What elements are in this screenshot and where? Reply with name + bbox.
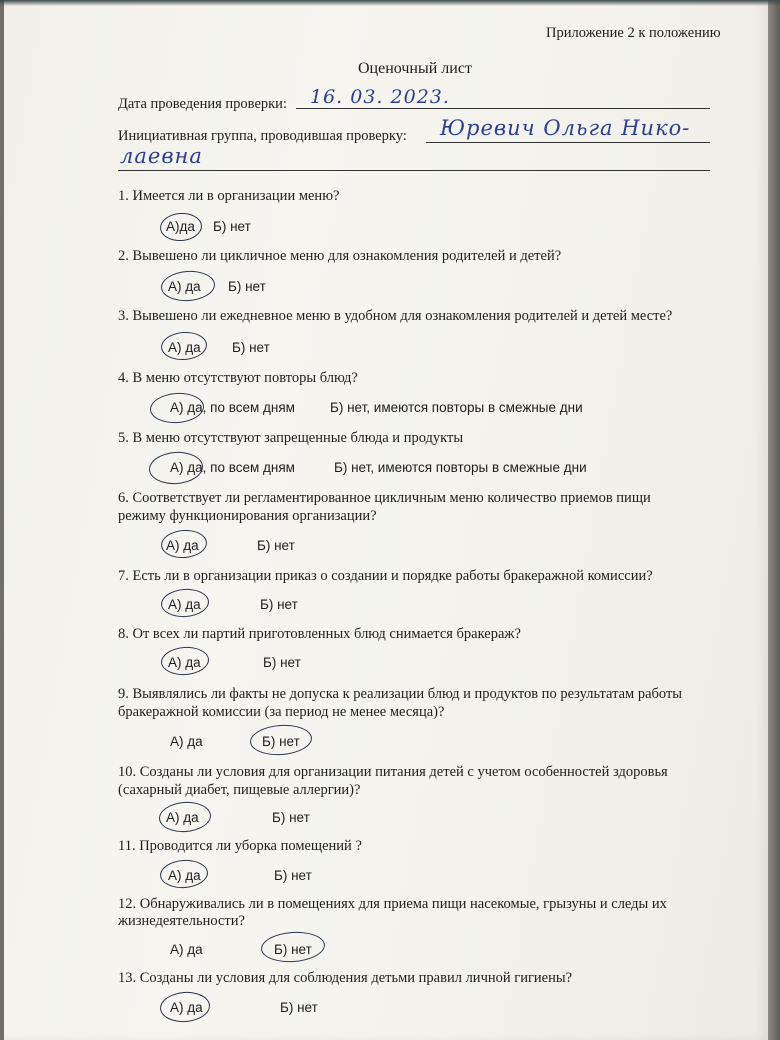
q13-option-a[interactable]: А) да bbox=[170, 1000, 203, 1015]
appendix-note: Приложение 2 к положению bbox=[546, 25, 721, 41]
q8-option-b[interactable]: Б) нет bbox=[263, 655, 301, 670]
q3-option-a[interactable]: А) да bbox=[168, 340, 201, 355]
q5-option-a[interactable]: А) да, по всем дням bbox=[170, 460, 295, 475]
question-8: 8. От всех ли партий приготовленных блюд снимается бракераж? bbox=[118, 626, 521, 642]
question-4: 4. В меню отсутствуют повторы блюд? bbox=[118, 370, 358, 386]
question-2: 2. Вывешено ли цикличное меню для ознакомления родителей и детей? bbox=[118, 248, 562, 264]
question-12: 12. Обнаруживались ли в помещениях для приема пищи насекомые, грызуны и следы их bbox=[118, 896, 667, 912]
question-1: 1. Имеется ли в организации меню? bbox=[118, 188, 340, 204]
desk-edge-top bbox=[0, 0, 780, 6]
date-handwritten: 16. 03. 2023. bbox=[310, 86, 450, 108]
q2-option-b[interactable]: Б) нет bbox=[228, 279, 266, 294]
question-7: 7. Есть ли в организации приказ о создании и порядке работы бракеражной комиссии? bbox=[118, 568, 653, 584]
q2-option-a[interactable]: А) да bbox=[168, 279, 201, 294]
question-13: 13. Созданы ли условия для соблюдения детьми правил личной гигиены? bbox=[118, 970, 573, 986]
question-6: 6. Соответствует ли регламентированное цикличным меню количество приемов пищи bbox=[118, 490, 651, 506]
q12-option-a[interactable]: А) да bbox=[170, 942, 203, 957]
question-11: 11. Проводится ли уборка помещений ? bbox=[118, 838, 362, 854]
question-9: 9. Выявлялись ли факты не допуска к реализации блюд и продуктов по результатам работы bbox=[118, 686, 683, 702]
question-12-cont: жизнедеятельности? bbox=[118, 913, 245, 929]
q11-option-a[interactable]: А) да bbox=[168, 868, 201, 883]
group-handwritten-1: Юревич Ольга Нико- bbox=[440, 116, 691, 140]
date-label: Дата проведения проверки: bbox=[118, 96, 287, 112]
group-underline-1 bbox=[426, 142, 710, 143]
question-5: 5. В меню отсутствуют запрещенные блюда и продукты bbox=[118, 430, 464, 446]
group-underline-2 bbox=[118, 170, 710, 171]
page-title: Оценочный лист bbox=[358, 60, 472, 77]
q1-option-a[interactable]: А)да bbox=[166, 219, 195, 234]
q8-option-a[interactable]: А) да bbox=[168, 655, 201, 670]
question-10-cont: (сахарный диабет, пищевые аллергии)? bbox=[118, 782, 361, 798]
q6-option-b[interactable]: Б) нет bbox=[257, 538, 295, 553]
q3-option-b[interactable]: Б) нет bbox=[232, 340, 270, 355]
q13-option-b[interactable]: Б) нет bbox=[280, 1000, 318, 1015]
question-6-cont: режиму функционирования организации? bbox=[118, 508, 377, 524]
q7-option-a[interactable]: А) да bbox=[168, 597, 201, 612]
q12-option-b[interactable]: Б) нет bbox=[274, 942, 312, 957]
q7-option-b[interactable]: Б) нет bbox=[260, 597, 298, 612]
q11-option-b[interactable]: Б) нет bbox=[274, 868, 312, 883]
date-underline bbox=[296, 108, 710, 109]
question-10: 10. Созданы ли условия для организации питания детей с учетом особенностей здоровья bbox=[118, 764, 668, 780]
question-3: 3. Вывешено ли ежедневное меню в удобном для ознакомления родителей и детей месте? bbox=[118, 308, 673, 324]
q4-option-a[interactable]: А) да, по всем дням bbox=[170, 400, 295, 415]
question-9-cont: бракеражной комиссии (за период не менее месяца)? bbox=[118, 704, 445, 720]
group-handwritten-2: лаевна bbox=[120, 144, 203, 168]
q6-option-a[interactable]: А) да bbox=[166, 538, 199, 553]
q4-option-b[interactable]: Б) нет, имеются повторы в смежные дни bbox=[330, 400, 583, 415]
q5-option-b[interactable]: Б) нет, имеются повторы в смежные дни bbox=[334, 460, 587, 475]
q10-option-a[interactable]: А) да bbox=[166, 810, 199, 825]
q9-option-a[interactable]: А) да bbox=[170, 734, 203, 749]
desk-edge bbox=[768, 0, 780, 1040]
q1-option-b[interactable]: Б) нет bbox=[213, 219, 251, 234]
group-label: Инициативная группа, проводившая проверку: bbox=[118, 128, 407, 144]
q9-option-b[interactable]: Б) нет bbox=[262, 734, 300, 749]
q10-option-b[interactable]: Б) нет bbox=[272, 810, 310, 825]
